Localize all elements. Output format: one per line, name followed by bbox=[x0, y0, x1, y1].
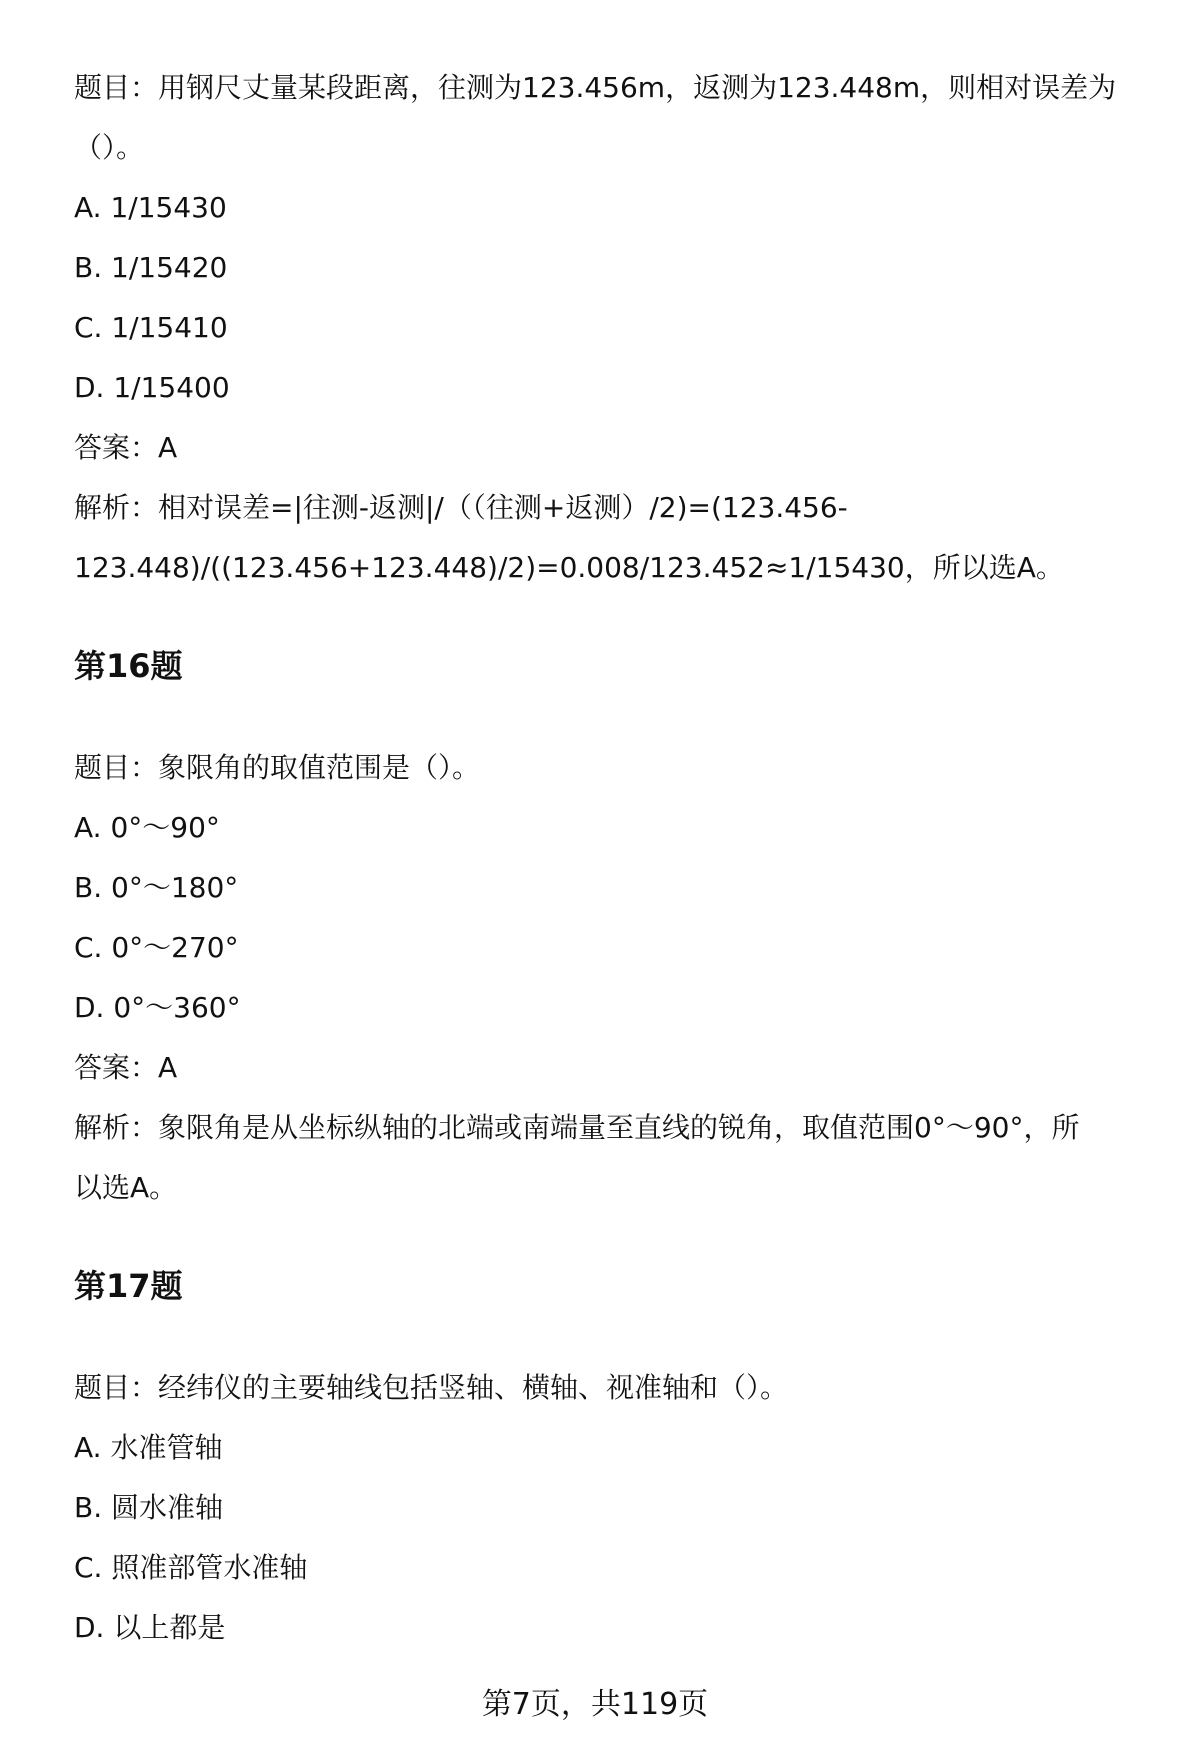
question-17 bbox=[74, 1262, 1154, 1658]
option-c: C. 照准部管水准轴 bbox=[74, 1551, 308, 1584]
question-text: 题目：象限角的取值范围是（）。 bbox=[74, 751, 481, 784]
question-heading: 第16题 bbox=[74, 647, 183, 685]
question-heading: 第17题 bbox=[74, 1267, 183, 1305]
question-16 bbox=[74, 642, 1154, 1218]
option-b: B. 圆水准轴 bbox=[74, 1491, 224, 1524]
option-b: B. 0°～180° bbox=[74, 871, 239, 904]
option-c: C. 0°～270° bbox=[74, 931, 239, 964]
question-text-line-1: 题目：用钢尺丈量某段距离，往测为123.456m，返测为123.448m，则相对误差为 bbox=[74, 71, 1117, 104]
option-d: D. 以上都是 bbox=[74, 1611, 226, 1644]
answer: 答案：A bbox=[74, 431, 178, 464]
option-a: A. 0°～90° bbox=[74, 811, 220, 844]
analysis-line-2: 123.448)/((123.456+123.448)/2)=0.008/123.452≈1/15430，所以选A。 bbox=[74, 551, 1064, 584]
analysis-line-1: 解析：象限角是从坐标纵轴的北端或南端量至直线的锐角，取值范围0°～90°，所 bbox=[74, 1111, 1080, 1144]
question-text-line-2: （）。 bbox=[74, 131, 145, 164]
option-d: D. 0°～360° bbox=[74, 991, 241, 1024]
question-text: 题目：经纬仪的主要轴线包括竖轴、横轴、视准轴和（）。 bbox=[74, 1371, 789, 1404]
option-d: D. 1/15400 bbox=[74, 371, 230, 404]
option-c: C. 1/15410 bbox=[74, 311, 228, 344]
option-b: B. 1/15420 bbox=[74, 251, 228, 284]
option-a: A. 1/15430 bbox=[74, 191, 227, 224]
question-15-tail bbox=[74, 58, 1154, 598]
page-number-footer: 第7页，共119页 bbox=[481, 1687, 709, 1722]
answer: 答案：A bbox=[74, 1051, 178, 1084]
option-a: A. 水准管轴 bbox=[74, 1431, 223, 1464]
document-page bbox=[74, 58, 1154, 1658]
analysis-line-2: 以选A。 bbox=[74, 1171, 178, 1204]
analysis-line-1: 解析：相对误差=|往测-返测|/（（往测+返测）/2)=(123.456- bbox=[74, 491, 848, 524]
